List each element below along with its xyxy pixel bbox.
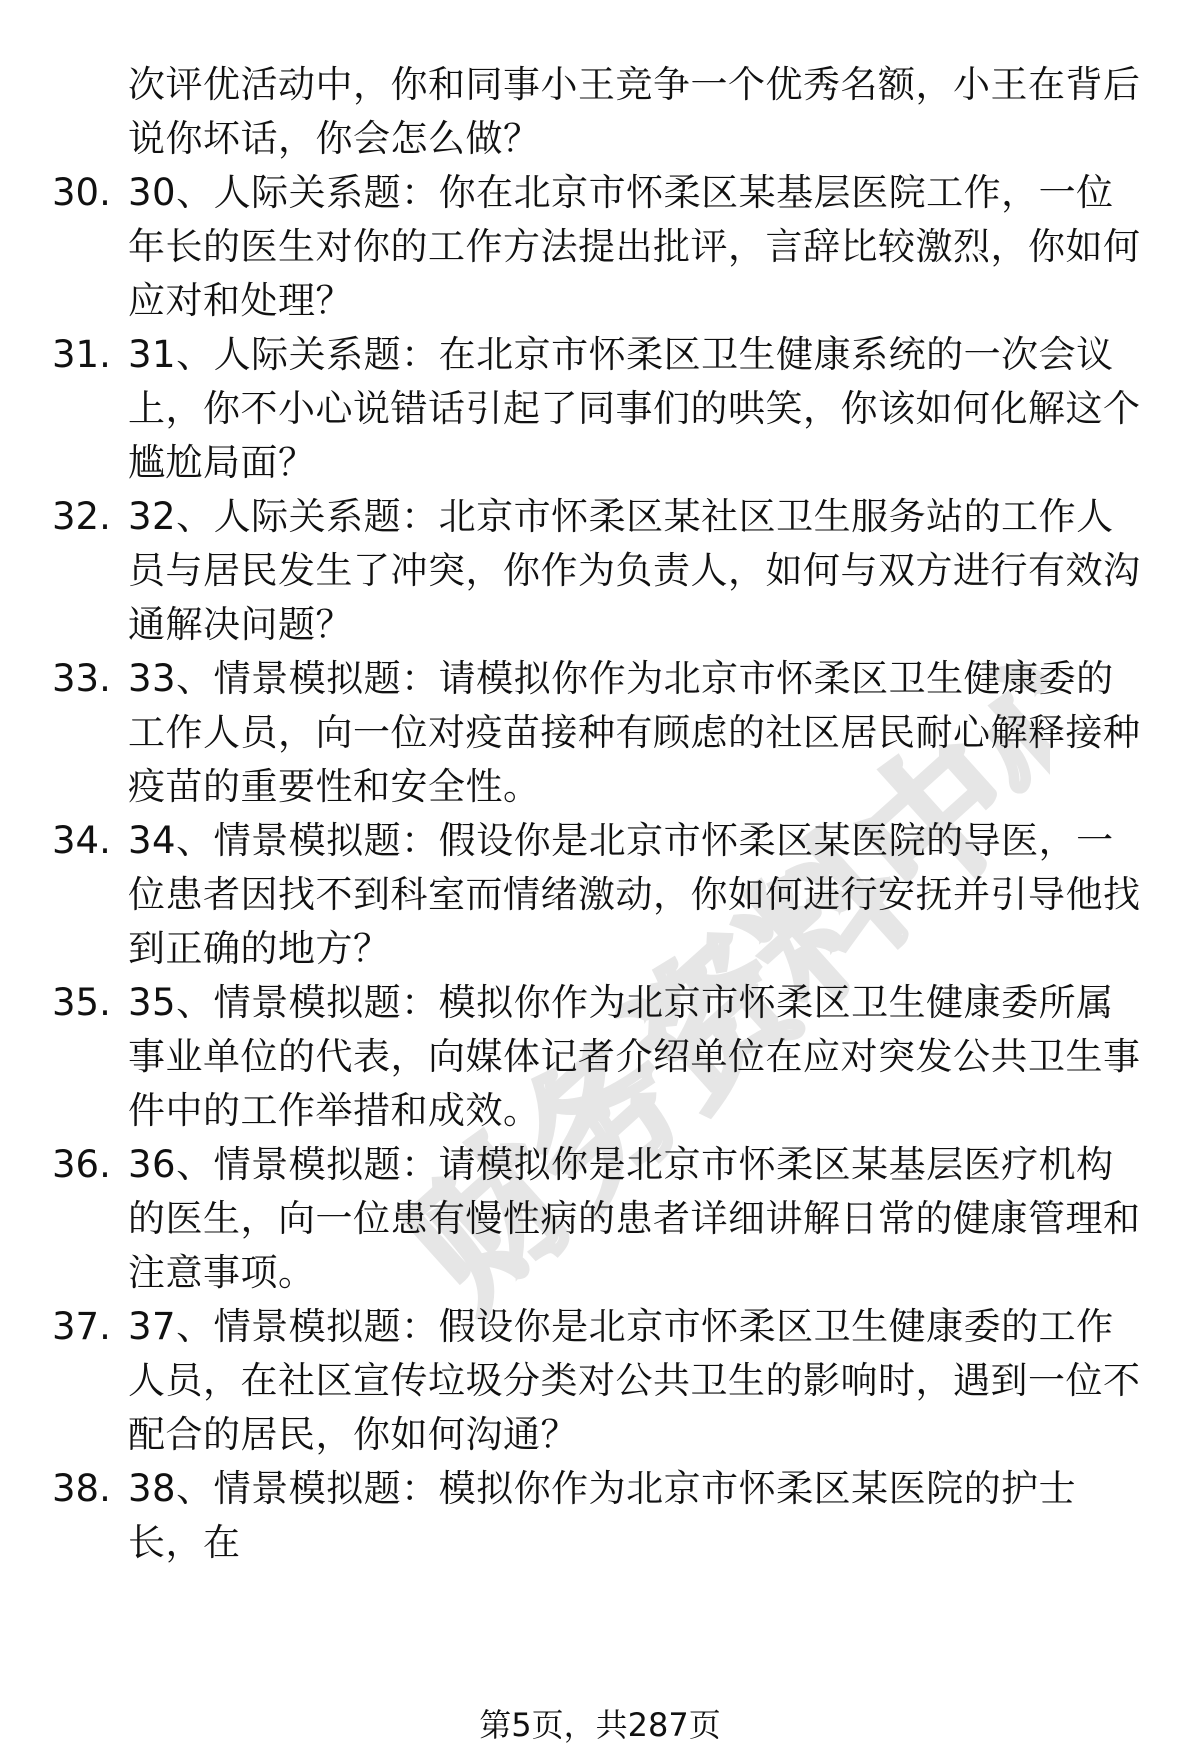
item-number: 32.	[52, 495, 111, 538]
item-number: 34.	[52, 819, 111, 862]
item-text: 30、人际关系题：你在北京市怀柔区某基层医院工作，一位年长的医生对你的工作方法提出批评，言辞比较激烈，你如何应对和处理？	[128, 171, 1141, 322]
item-text: 34、情景模拟题：假设你是北京市怀柔区某医院的导医，一位患者因找不到科室而情绪激动，你如何进行安抚并引导他找到正确的地方？	[128, 819, 1141, 970]
item-text: 38、情景模拟题：模拟你作为北京市怀柔区某医院的护士长，在	[128, 1467, 1077, 1564]
watermark-text: 财务资料中心	[378, 606, 1050, 1339]
item-text: 31、人际关系题：在北京市怀柔区卫生健康系统的一次会议上，你不小心说错话引起了同事们的哄笑，你该如何化解这个尴尬局面？	[128, 333, 1141, 484]
item-text: 37、情景模拟题：假设你是北京市怀柔区卫生健康委的工作人员，在社区宣传垃圾分类对公共卫生的影响时，遇到一位不配合的居民，你如何沟通？	[128, 1305, 1141, 1456]
continuation-text: 次评优活动中，你和同事小王竞争一个优秀名额，小王在背后说你坏话，你会怎么做？	[128, 63, 1141, 160]
item-number: 36.	[52, 1143, 111, 1186]
item-text: 32、人际关系题：北京市怀柔区某社区卫生服务站的工作人员与居民发生了冲突，你作为负责人，如何与双方进行有效沟通解决问题？	[128, 495, 1141, 646]
item-number: 37.	[52, 1305, 111, 1348]
item-number: 30.	[52, 171, 111, 214]
item-text: 35、情景模拟题：模拟你作为北京市怀柔区卫生健康委所属事业单位的代表，向媒体记者介绍单位在应对突发公共卫生事件中的工作举措和成效。	[128, 981, 1141, 1132]
item-number: 38.	[52, 1467, 111, 1510]
item-text: 36、情景模拟题：请模拟你是北京市怀柔区某基层医疗机构的医生，向一位患有慢性病的患者详细讲解日常的健康管理和注意事项。	[128, 1143, 1141, 1294]
item-number: 35.	[52, 981, 111, 1024]
item-number: 33.	[52, 657, 111, 700]
item-number: 31.	[52, 333, 111, 376]
item-text: 33、情景模拟题：请模拟你作为北京市怀柔区卫生健康委的工作人员，向一位对疫苗接种有顾虑的社区居民耐心解释接种疫苗的重要性和安全性。	[128, 657, 1141, 808]
page-footer: 第5页，共287页	[479, 1706, 721, 1744]
